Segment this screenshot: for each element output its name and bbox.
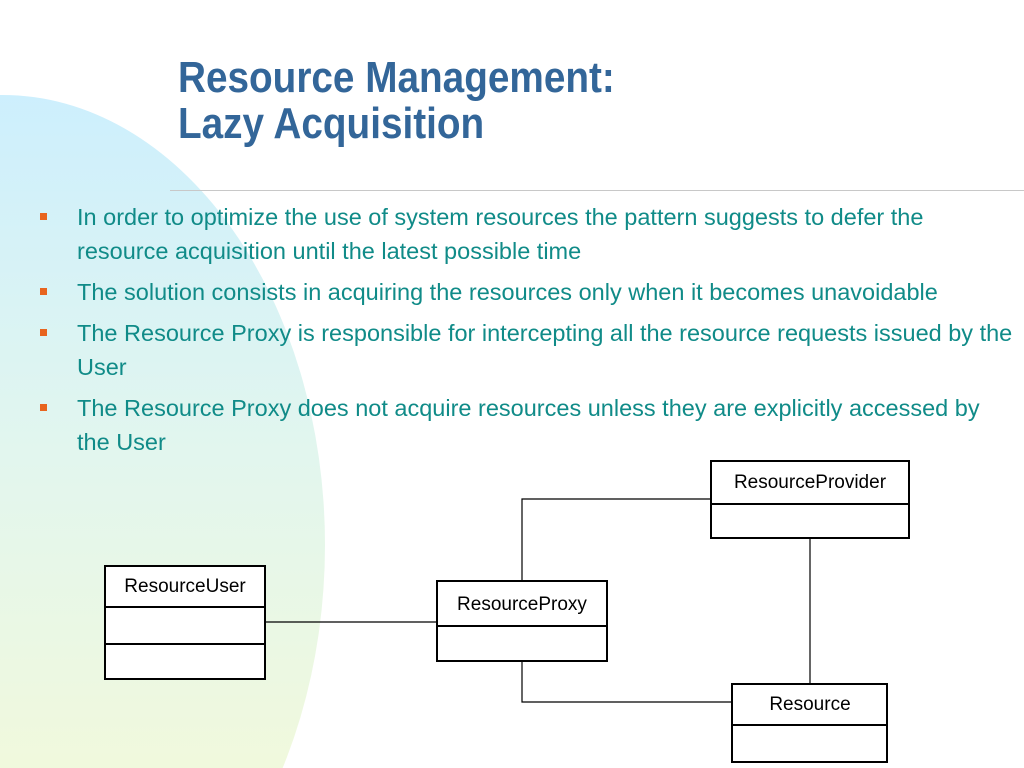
bullet-text: The Resource Proxy does not acquire resources unless they are explicitly accessed by the User: [77, 395, 980, 455]
class-name-label: ResourceProvider: [733, 472, 887, 493]
class-resource-user: [105, 566, 265, 679]
title-line-2: Lazy Acquisition: [178, 99, 485, 148]
title-line-1: Resource Management:: [178, 53, 615, 102]
class-name-label: ResourceProxy: [457, 594, 587, 615]
class-resource-provider: [711, 461, 909, 538]
bullet-text: The Resource Proxy is responsible for intercepting all the resource requests issued by the User: [77, 320, 1013, 380]
association-proxy-provider: [522, 499, 711, 581]
class-resource: [732, 684, 887, 762]
bullet-text: The solution consists in acquiring the resources only when it becomes unavoidable: [77, 279, 938, 305]
association-proxy-resource: [522, 662, 732, 702]
bullet-text: In order to optimize the use of system resources the pattern suggests to defer the resource acquisition until the latest possible time: [77, 204, 924, 264]
class-name-label: ResourceUser: [124, 576, 246, 597]
class-name-label: Resource: [769, 694, 851, 715]
class-resource-proxy: [437, 581, 607, 661]
